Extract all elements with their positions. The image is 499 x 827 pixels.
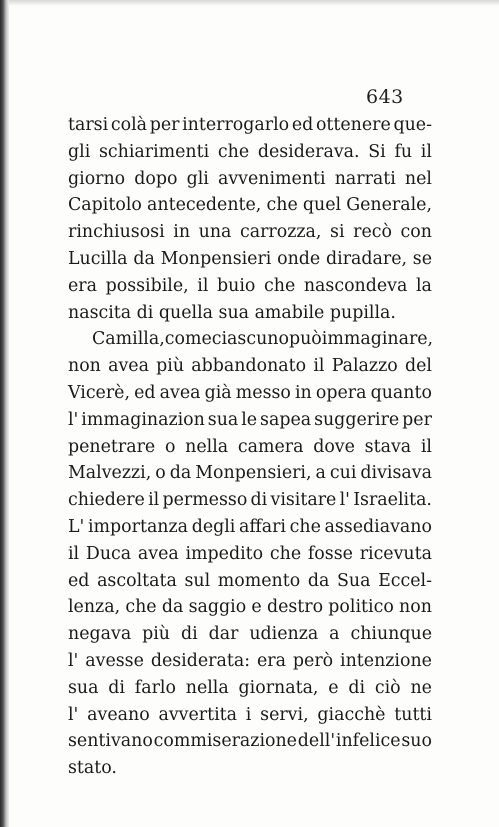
- text-line: rinchiusosi in una carrozza, si recò con: [68, 222, 432, 243]
- text-line: l' avesse desiderata: era però intenzione: [68, 650, 432, 671]
- text-line: il Duca avea impedito che fosse ricevuta: [68, 543, 432, 564]
- text-line: nascita di quella sua amabile pupilla.: [68, 302, 396, 323]
- body-text: [68, 112, 432, 782]
- text-line: Lucilla da Monpensieri onde diradare, se: [68, 248, 432, 269]
- text-line: sentivano commiserazione dell' infelice suo: [68, 731, 432, 752]
- text-line: stato.: [68, 758, 117, 779]
- text-line: Capitolo antecedente, che quel Generale,: [68, 195, 432, 216]
- page-top-edge: [0, 0, 499, 6]
- text-line: chiedere il permesso di visitare l' Israelita.: [68, 490, 432, 511]
- text-line: giorno dopo gli avvenimenti narrati nel: [68, 168, 432, 189]
- text-line: tarsi colà per interrogarlo ed ottenere que-: [68, 115, 432, 135]
- text-line: sua di farlo nella giornata, e di ciò ne: [68, 677, 432, 698]
- text-line: Vicerè, ed avea già messo in opera quanto: [68, 382, 432, 403]
- text-line: gli schiarimenti che desiderava. Si fu il: [68, 141, 432, 162]
- text-line: Malvezzi, o da Monpensieri, a cui divisava: [68, 463, 432, 484]
- page-number: 643: [366, 86, 404, 108]
- text-line: negava più di dar udienza a chiunque: [68, 624, 432, 645]
- text-line: Camilla, come ciascuno può immaginare,: [92, 329, 434, 350]
- text-line: era possibile, il buio che nascondeva la: [68, 275, 432, 296]
- text-line: penetrare o nella camera dove stava il: [68, 436, 432, 457]
- page-binding-edge: [0, 0, 9, 827]
- text-line: ed ascoltata sul momento da Sua Eccel-: [68, 570, 432, 591]
- text-line: non avea più abbandonato il Palazzo del: [68, 356, 432, 377]
- text-line: l' aveano avvertita i servi, giacchè tutti: [68, 704, 432, 725]
- text-line: lenza, che da saggio e destro politico non: [68, 597, 432, 618]
- text-line: l' immaginazion sua le sapea suggerire per: [68, 409, 432, 430]
- text-line: L' importanza degli affari che assediavano: [68, 516, 432, 537]
